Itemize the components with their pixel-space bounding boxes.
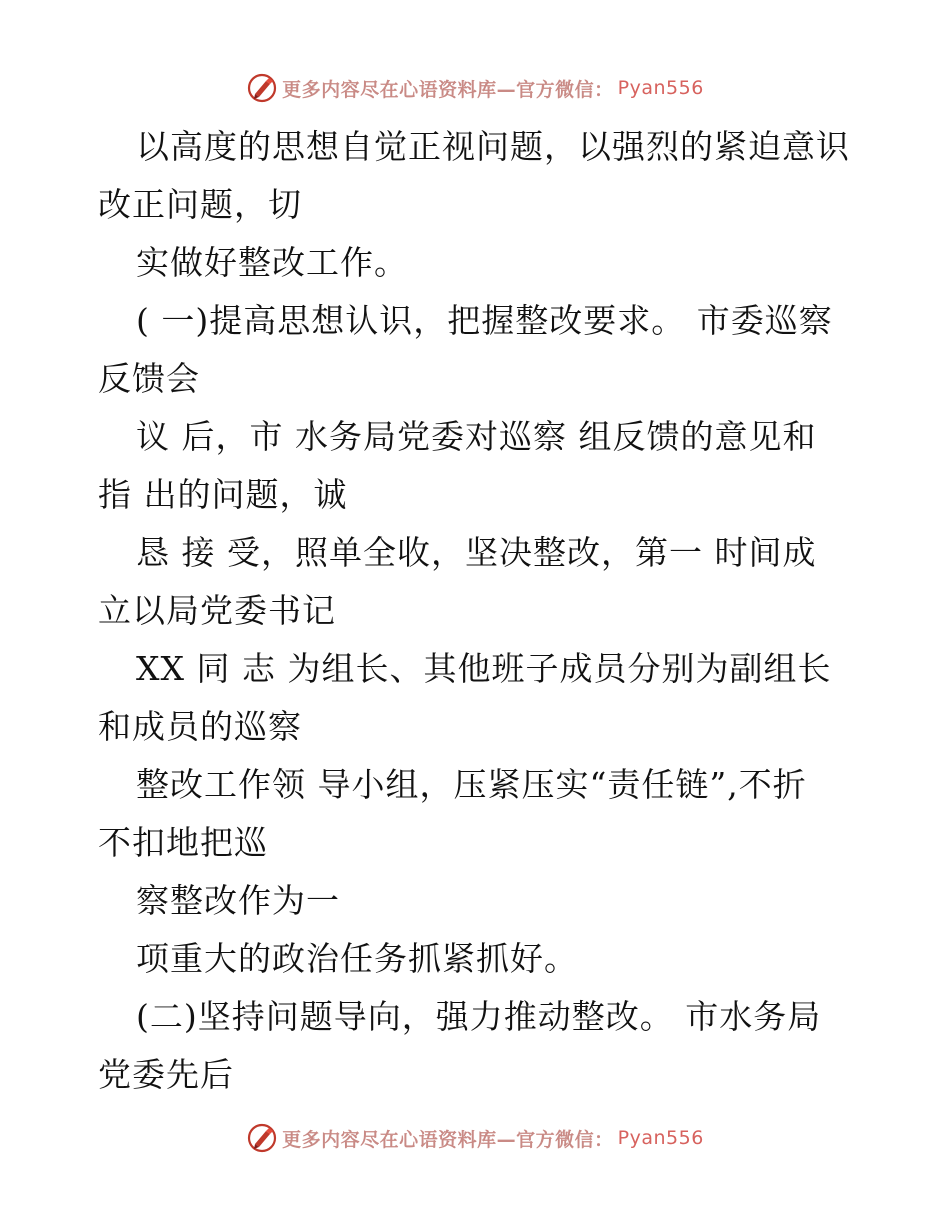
text-line: 党委先后 — [98, 1055, 234, 1094]
watermark-handle: Pyan556 — [617, 1127, 704, 1149]
watermark-header — [0, 72, 950, 104]
logo-icon — [246, 72, 278, 104]
watermark-footer — [0, 1122, 950, 1154]
text-line: 项重大的政治任务抓紧抓好。 — [136, 939, 578, 978]
watermark-text: 更多内容尽在心语资料库—官方微信： — [282, 78, 614, 101]
text-line: 不扣地把巡 — [98, 823, 268, 862]
document-body — [98, 118, 858, 1104]
text-line: 察整改作为一 — [136, 881, 340, 920]
watermark-text: 更多内容尽在心语资料库—官方微信： — [282, 1128, 614, 1151]
text-line: 改正问题，切 — [98, 185, 302, 224]
text-line: 实做好整改工作。 — [136, 243, 408, 282]
logo-icon — [246, 1122, 278, 1154]
text-line: (二)坚持问题导向，强力推动整改。 市水务局 — [136, 997, 822, 1036]
text-line: 反馈会 — [98, 359, 200, 398]
text-line: 立以局党委书记 — [98, 591, 336, 630]
text-line: ( 一)提高思想认识，把握整改要求。 市委巡察 — [136, 301, 833, 340]
watermark-handle: Pyan556 — [617, 77, 704, 99]
text-line: 恳 接 受，照单全收，坚决整改，第一 时间成 — [136, 533, 817, 572]
text-line: 议 后，市 水务局党委对巡察 组反馈的意见和 — [136, 417, 817, 456]
text-line: 以高度的思想自觉正视问题，以强烈的紧迫意识 — [136, 127, 850, 166]
text-line: 整改工作领 导小组，压紧压实“责任链”,不折 — [136, 765, 807, 804]
text-line: 和成员的巡察 — [98, 707, 302, 746]
text-line: XX 同 志 为组长、其他班子成员分别为副组长 — [136, 649, 832, 688]
text-line: 指 出的问题，诚 — [98, 475, 348, 514]
